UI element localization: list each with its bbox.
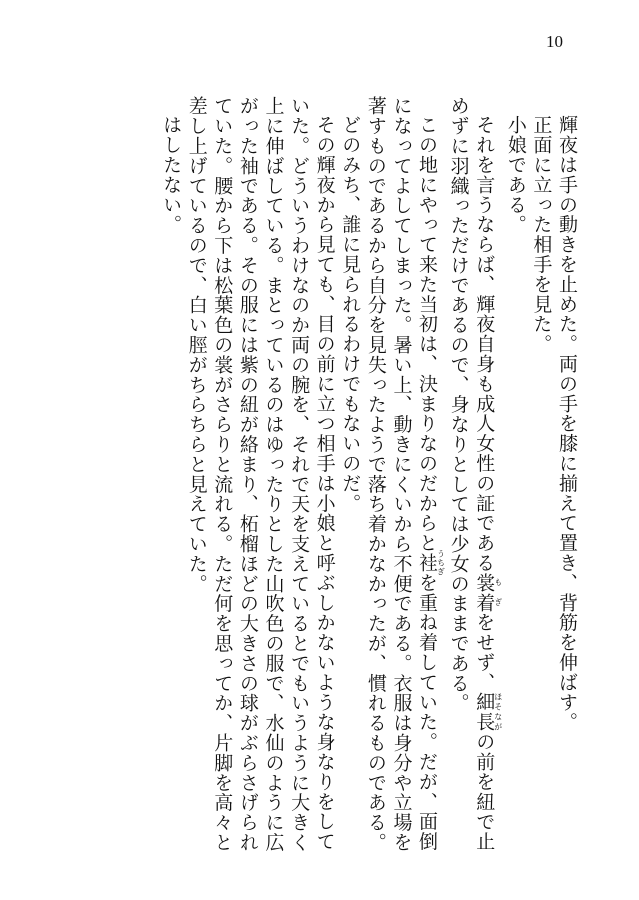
paragraph-text: の前を紐で止めずに羽織っただけであるので、身なりとしては少女のままである。 xyxy=(447,96,496,852)
ruby-annotation xyxy=(473,572,503,613)
paragraph xyxy=(502,96,528,856)
ruby-annotation xyxy=(416,549,446,577)
paragraph xyxy=(553,96,579,856)
ruby-base: 袿 xyxy=(416,549,439,577)
paragraph-text: を重ね着していた。だが、面倒になってよしてしまった。暑い上、動きにくいから不便である。衣服は身分や立場を著すものであるから自分を見失ったようで落ち着かなかったが、慣れるものである。 xyxy=(364,96,439,853)
paragraph xyxy=(362,96,445,856)
paragraph-text: それを言うならば、輝夜自身も成人女性の証である xyxy=(473,115,496,573)
ruby-annotation xyxy=(473,692,503,732)
paragraph xyxy=(528,96,554,856)
paragraph-text: 小娘である。 xyxy=(504,115,527,235)
paragraph-text: はしたない。 xyxy=(160,115,183,235)
paragraph xyxy=(445,96,502,856)
ruby-base: 裳着 xyxy=(473,572,496,613)
paragraph-text: 輝夜は手の動きを止めた。両の手を膝に揃えて置き、背筋を伸ばす。 xyxy=(556,115,578,732)
paragraph-text: どのみち、誰に見られるわけでもないのだ。 xyxy=(339,115,362,513)
ruby-reading: うちぎ xyxy=(436,549,446,577)
ruby-base: 細長 xyxy=(473,692,496,732)
ruby-reading: ほそなが xyxy=(493,692,503,732)
paragraph-text: 正面に立った相手を見た。 xyxy=(530,115,553,354)
paragraph-text: この地にやって来た当初は、決まりなのだからと xyxy=(416,115,439,553)
paragraph xyxy=(158,96,184,856)
paragraph-text: をせず、 xyxy=(473,612,496,693)
ruby-reading: もぎ xyxy=(493,572,503,613)
paragraph-text: その輝夜から見ても、目の前に立つ相手は小娘と呼ぶしかないような身なりをしていた。どういうわけなのか両の腕を、それで天を支えているとでもいうように大きく上に伸ばしている。まとっているのはゆったりとした山吹色の服で、水仙のように広がった袖である。その服には紫の紐が絡まり、柘榴ほどの大きさの球がぶらさげられていた。腰から下は松葉色の裳がさらりと流れる。ただ何を思ってか、片脚を高々と差し上げているので、白い脛がちらちらと見えていた。 xyxy=(185,96,336,853)
paragraph xyxy=(183,96,337,856)
paragraph xyxy=(337,96,363,856)
page-number: 10 xyxy=(546,32,563,51)
body-text xyxy=(83,96,579,856)
